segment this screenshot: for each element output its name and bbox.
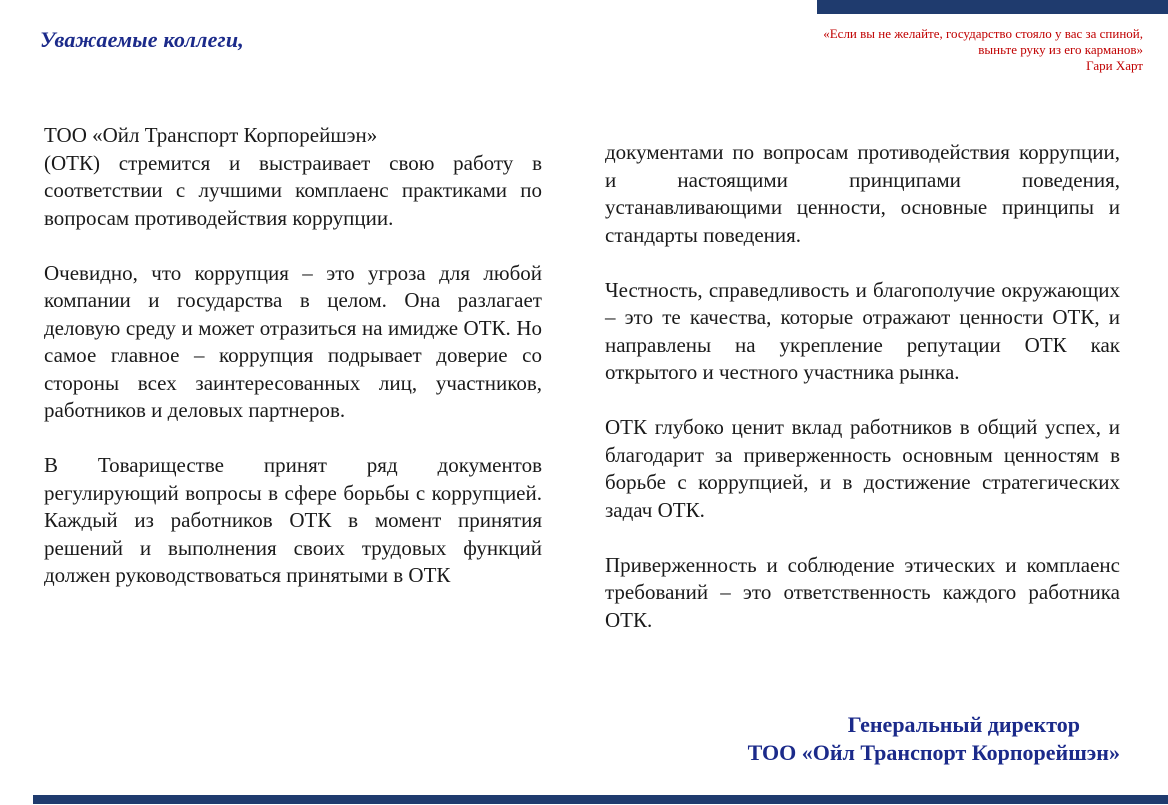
left-paragraph-3: В Товариществе принят ряд документов регулирующий вопросы в сфере борьбы с коррупцией. Каждый из работников ОТК в момент принятия решений и выполнения своих трудовых функций должен руководствоваться принятыми в ОТК <box>44 453 542 587</box>
company-name-line: ТОО «Ойл Транспорт Корпорейшэн» <box>44 123 378 147</box>
left-paragraph-2: Очевидно, что коррупция – это угроза для любой компании и государства в целом. Она разлагает деловую среду и может отразиться на имидже ОТК. Но самое главное – коррупция подрывает доверие со стороны всех заинтересованных лиц, участников, работников и деловых партнеров. <box>44 260 542 422</box>
signature-company: ТОО «Ойл Транспорт Корпорейшэн» <box>747 740 1120 765</box>
right-paragraph-2: Честность, справедливость и благополучие окружающих – это те качества, которые отражают ценности ОТК, и направлены на укрепление репутации ОТК как открытого и честного участника рынка. <box>605 277 1120 384</box>
right-paragraph-3: ОТК глубоко ценит вклад работников в общий успех, и благодарит за приверженность основным ценностям в борьбе с коррупцией, и в достижение стратегических задач ОТК. <box>605 415 1120 522</box>
left-paragraph-1 <box>44 122 542 232</box>
left-text-column <box>44 122 542 590</box>
signature-block <box>748 711 1120 767</box>
signature-role: Генеральный директор <box>847 712 1080 737</box>
top-accent-bar <box>817 0 1168 14</box>
bottom-accent-bar <box>33 795 1168 804</box>
right-text-column <box>605 139 1120 634</box>
right-paragraph-4: Приверженность и соблюдение этических и комплаенс требований – это ответственность каждого работника ОТК. <box>605 552 1120 632</box>
left-paragraph-1-text: (ОТК) стремится и выстраивает свою работу в соответствии с лучшими комплаенс практиками по вопросам противодействия коррупции. <box>44 150 542 230</box>
quote-author: Гари Харт <box>1086 58 1143 73</box>
right-paragraph-1: документами по вопросам противодействия коррупции, и настоящими принципами поведения, устанавливающими ценности, основные принципы и стандарты поведения. <box>605 140 1120 247</box>
quote-line-2: выньте руку из его карманов» <box>978 42 1143 57</box>
greeting-heading: Уважаемые коллеги, <box>40 27 244 52</box>
epigraph-quote <box>723 26 1143 74</box>
quote-line-1: «Если вы не желайте, государство стояло у вас за спиной, <box>823 26 1143 41</box>
